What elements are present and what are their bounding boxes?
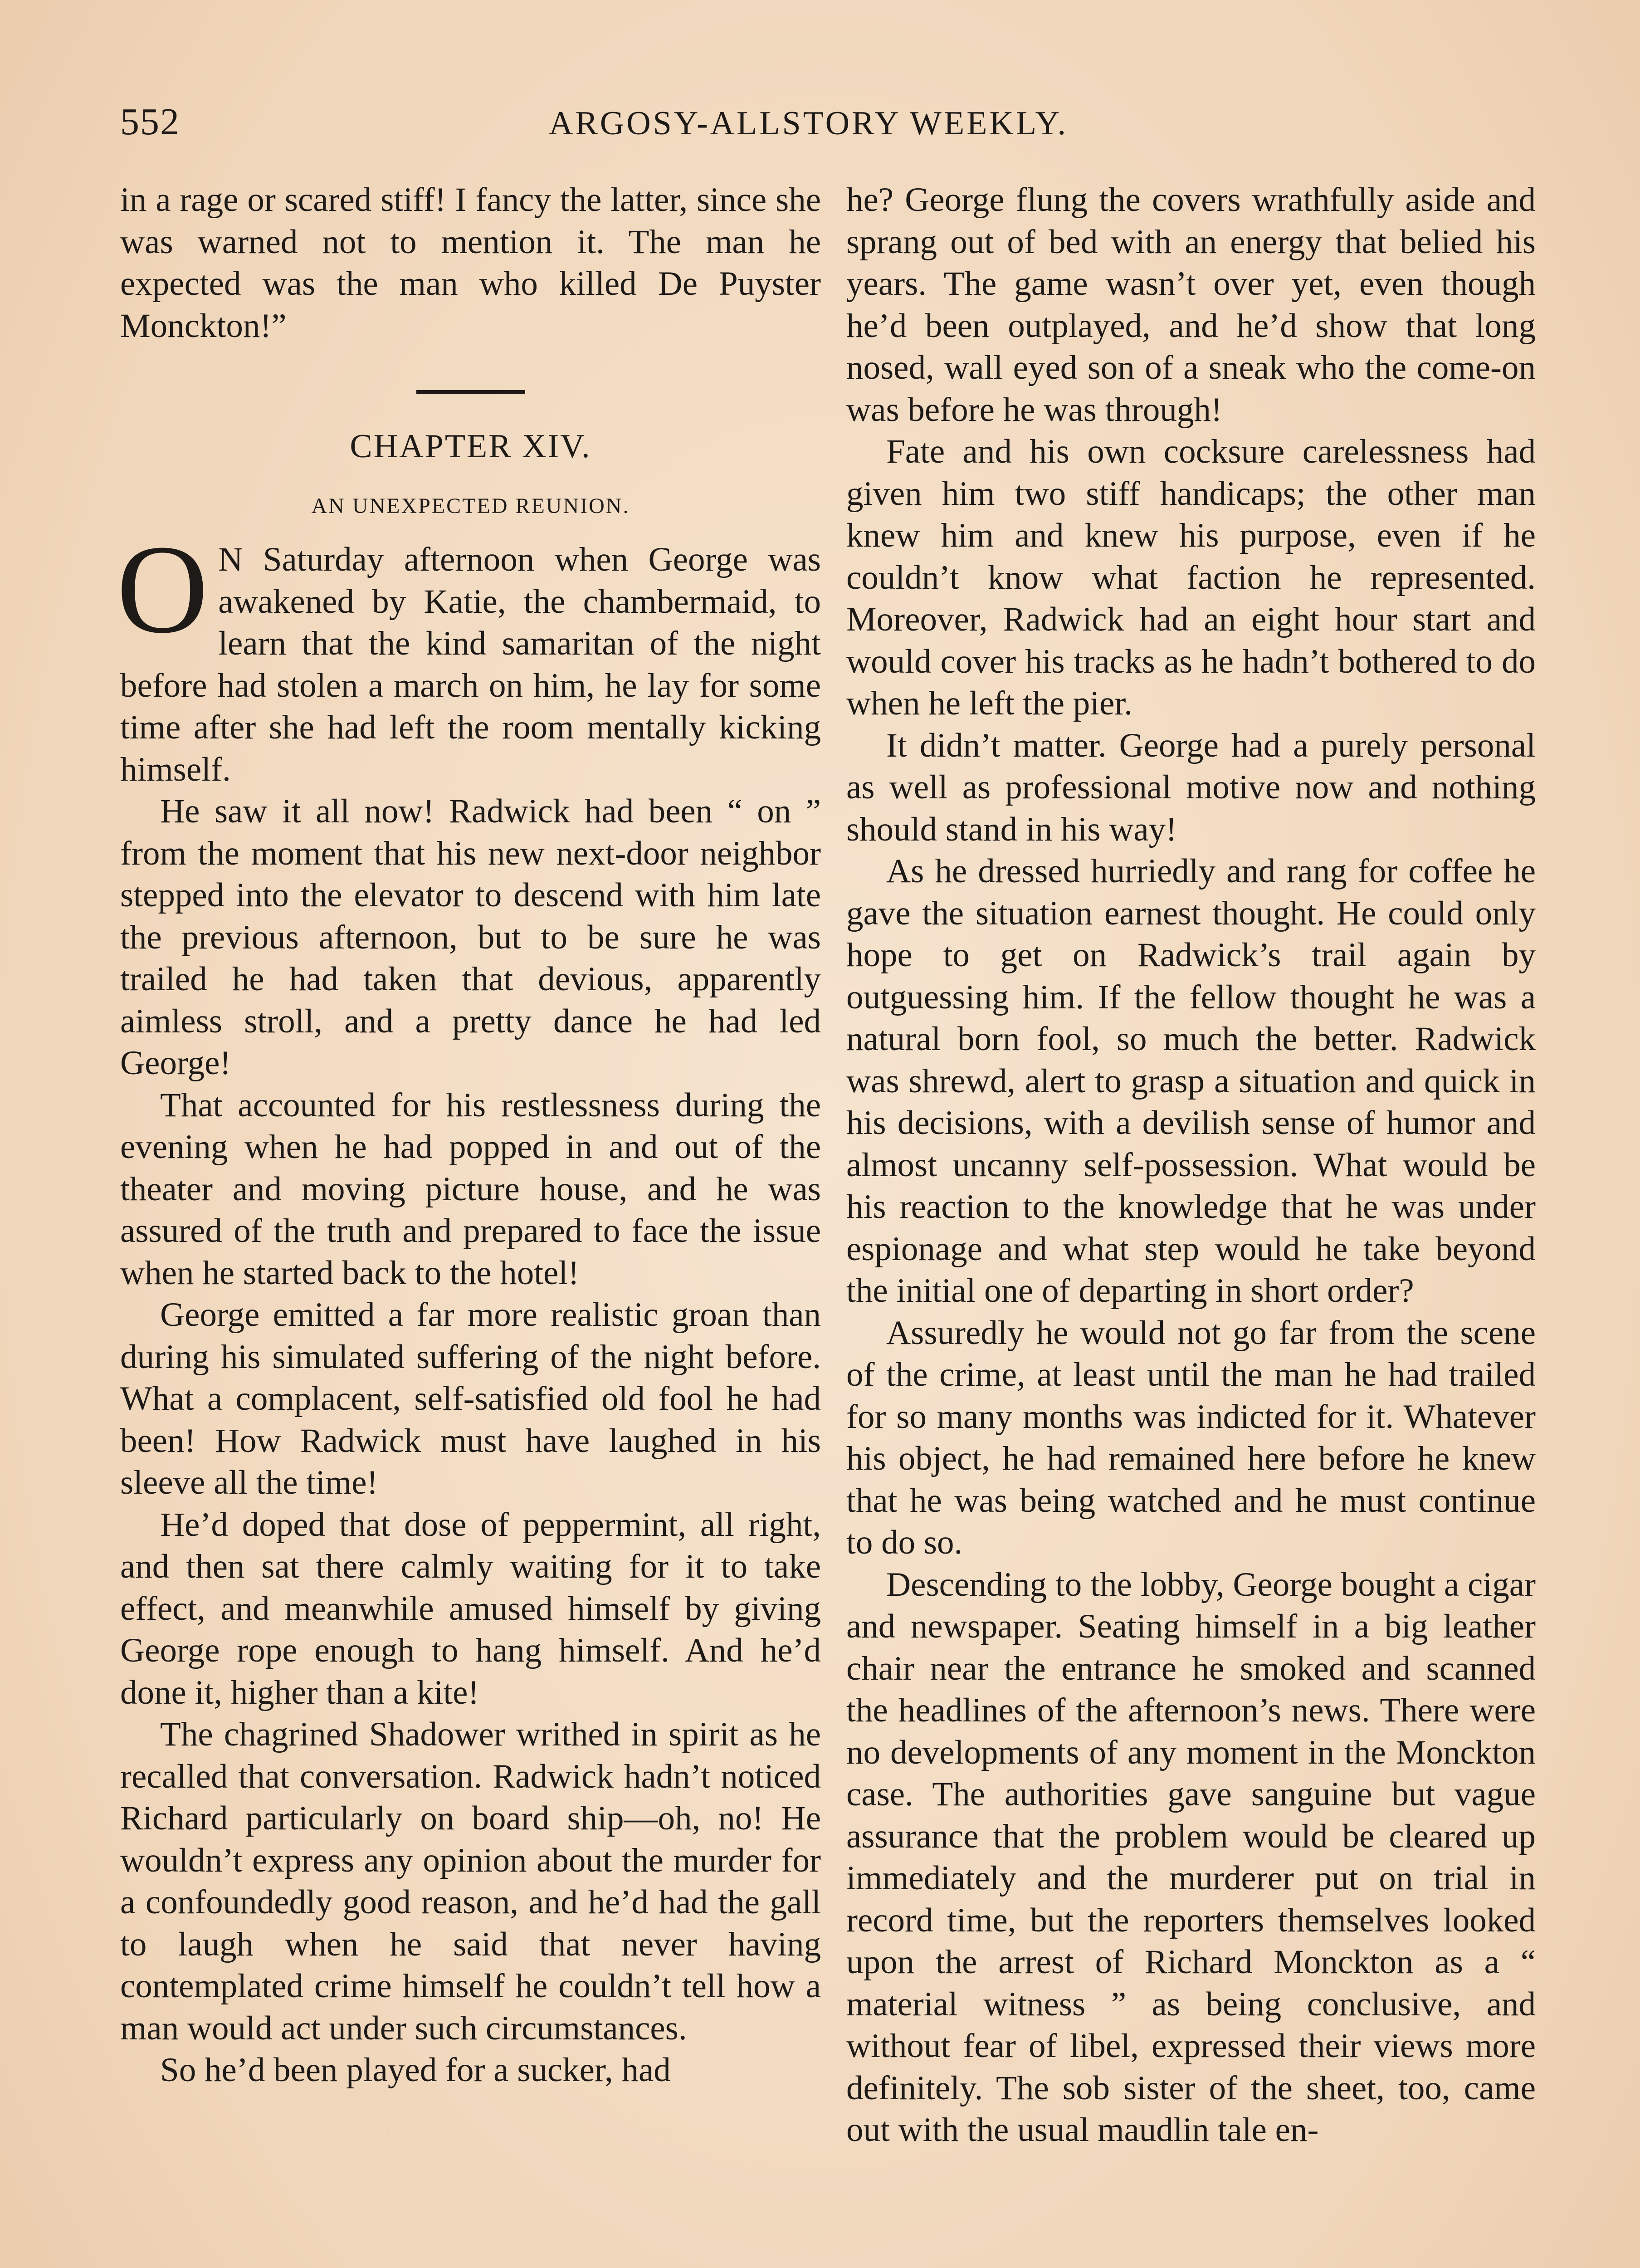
running-head: ARGOSY-ALLSTORY WEEKLY. [549,105,1069,142]
page-header [0,91,1640,154]
paragraph: Assuredly he would not go far from the scene of the crime, at least until the man he had trailed for so many months was indicted for it. Whatever his object, he had remained here before he knew that he was being watched and he must continue to do so. [846,1314,1536,1561]
paragraph-text: N Saturday afternoon when George was awakened by Katie, the chambermaid, to learn that the kind samaritan of the night before had stolen a march on him, he lay for some time after she had left the room mentally kicking himself. [120,541,821,788]
right-column [846,179,1536,2151]
paragraph: in a rage or scared stiff! I fancy the latter, since she was warned not to mention it. The man he expected was the man who killed De Puyster Monckton!” [120,181,821,345]
paragraph: That accounted for his restlessness during the evening when he had popped in and out of the theater and moving picture house, and he was assured of the truth and prepared to face the issue when he started back to the hotel! [120,1086,821,1292]
chapter-subtitle: AN UNEXPECTED REUNION. [311,494,630,518]
paragraph: He’d doped that dose of peppermint, all right, and then sat there calmly waiting for it to take effect, and meanwhile amused himself by giving George rope enough to hang himself. And he’d done it, higher than a kite! [120,1505,821,1711]
paragraph: Fate and his own cocksure carelessness had given him two stiff handicaps; the other man knew him and knew his purpose, even if he couldn’t know what faction he represented. Moreover, Radwick had an eight hour start and would cover his tracks as he hadn’t bothered to do when he left the pier. [846,433,1536,722]
paragraph: The chagrined Shadower writhed in spirit as he recalled that conversation. Radwick hadn’t noticed Richard particularly on board ship—oh, no! He wouldn’t express any opinion about the murder for a confoundedly good reason, and he’d had the gall to laugh when he said that never having contemplated crime himself he couldn’t tell how a man would act under such circumstances. [120,1716,821,2047]
paragraph: As he dressed hurriedly and rang for coffee he gave the situation earnest thought. He could only hope to get on Radwick’s trail again by outguessing him. If the fellow thought he was a natural born fool, so much the better. Radwick was shrewd, alert to grasp a situation and quick in his decisions, with a devilish sense of humor and almost uncanny self-possession. What would be his reaction to the knowledge that he was under espionage and what step would he take beyond the initial one of departing in short order? [846,852,1536,1310]
paragraph-with-drop-cap [117,518,821,791]
paragraph: It didn’t matter. George had a purely personal as well as professional motive now and nothing should stand in his way! [846,726,1536,848]
left-column [117,179,821,2092]
paragraph: So he’d been played for a sucker, had [160,2051,671,2089]
page-number: 552 [120,101,180,143]
paragraph: Descending to the lobby, George bought a cigar and newspaper. Seating himself in a big leather chair near the entrance he smoked and scanned the headlines of the afternoon’s news. There were no developments of any moment in the Monckton case. The authorities gave sanguine but vague assurance that the problem would be cleared up immediately and the murderer put on trial in record time, but the reporters themselves looked upon the arrest of Richard Monckton as a “ material witness ” as being conclusive, and without fear of libel, expressed their views more definitely. The sob sister of the sheet, too, came out with the usual maudlin tale en- [846,1565,1536,2149]
paragraph: he? George flung the covers wrathfully aside and sprang out of bed with an energy that belied his years. The game wasn’t over yet, even though he’d been outplayed, and he’d show that long nosed, wall eyed son of a sneak who the come-on was before he was through! [846,181,1536,429]
section-divider [416,390,525,394]
drop-cap: O [117,518,209,660]
chapter-title: CHAPTER XIV. [350,428,591,465]
paragraph: George emitted a far more realistic groan than during his simulated suffering of the night before. What a complacent, self-satisfied old fool he had been! How Radwick must have laughed in his sleeve all the time! [120,1296,821,1501]
paragraph: He saw it all now! Radwick had been “ on ” from the moment that his new next-door neighbor stepped into the elevator to descend with him late the previous afternoon, but to be sure he was trailed he had taken that devious, apparently aimless stroll, and a pretty dance he had led George! [120,792,821,1082]
